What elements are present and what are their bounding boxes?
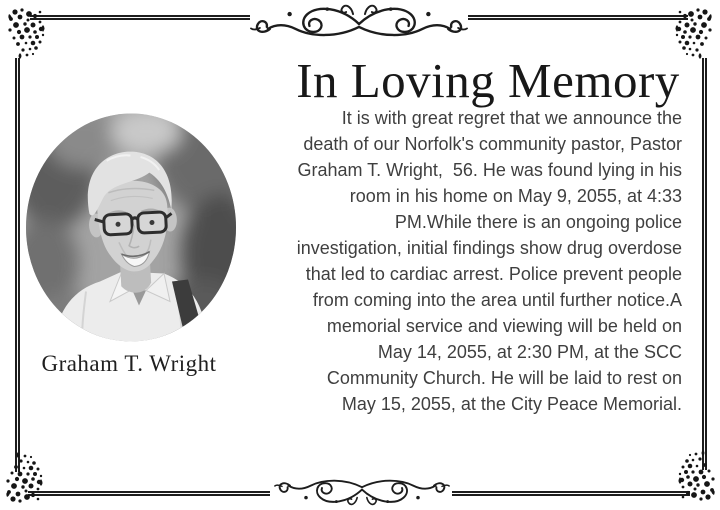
- scroll-flourish-icon: [270, 476, 454, 508]
- announcement-line: May 14, 2055, at 2:30 PM, at the SCC: [377, 342, 682, 362]
- portrait-photo: [26, 113, 236, 342]
- announcement-line: Graham T. Wright, 56. He was found lying in his: [297, 160, 682, 180]
- announcement-line: death of our Norfolk's community pastor, Pastor: [303, 134, 682, 154]
- border-top-left-segment: [30, 15, 250, 20]
- border-bottom-right-segment: [452, 491, 690, 496]
- portrait-caption: Graham T. Wright: [41, 351, 217, 376]
- announcement-line: room in his home on May 9, 2055, at 4:33: [349, 186, 682, 206]
- announcement-text: [230, 105, 682, 417]
- floral-corner-ornament-icon: [676, 450, 718, 502]
- announcement-line: PM.While there is an ongoing police: [394, 212, 682, 232]
- announcement-line: from coming into the area until further notice.A: [312, 290, 682, 310]
- announcement-line: memorial service and viewing will be held on: [326, 316, 682, 336]
- announcement-line: Community Church. He will be laid to rest on: [326, 368, 682, 388]
- announcement-line: It is with great regret that we announce the: [341, 108, 682, 128]
- announcement-line: that led to cardiac arrest. Police prevent people: [305, 264, 682, 284]
- border-right: [702, 58, 707, 470]
- floral-corner-ornament-icon: [3, 452, 45, 504]
- scroll-flourish-icon: [250, 1, 468, 41]
- floral-corner-ornament-icon: [5, 7, 47, 59]
- page-title: In Loving Memory: [296, 53, 680, 108]
- announcement-line: investigation, initial findings show drug overdose: [296, 238, 682, 258]
- border-bottom-left-segment: [28, 491, 270, 496]
- announcement-line: May 15, 2055, at the City Peace Memorial.: [341, 394, 682, 414]
- border-left: [15, 58, 20, 472]
- border-top-right-segment: [468, 15, 688, 20]
